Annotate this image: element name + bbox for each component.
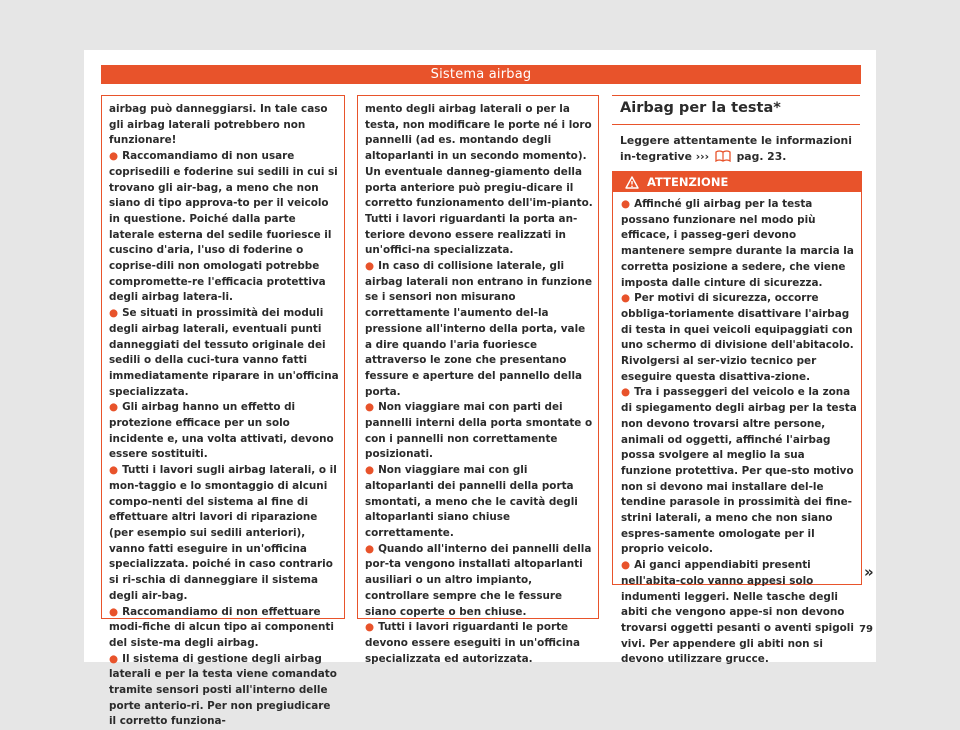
bullet-dot-icon: ●	[109, 401, 119, 414]
list-item: ● Ai ganci appendiabiti presenti nell'abita-colo vanno appesi solo indumenti leggeri. Nelle tasche degli abiti che vengono appe-si non devono trovarsi oggetti pesanti o aventi spigoli vivi. Per appendere gli abiti non si devono utilizzare grucce.	[621, 559, 854, 666]
list-item: ● Se situati in prossimità dei moduli degli airbag laterali, eventuali punti danneggiati del tessuto originale dei sedili o della cuci-tura vanno fatti immediatamente riparare in un'officina specializzata.	[109, 307, 339, 398]
list-item: ● Tra i passeggeri del veicolo e la zona di spiegamento degli airbag per la testa non devono trovarsi altre persone, animali od oggetti, affinché l'airbag possa svolgere al meglio la sua funzione protettiva. Per que-sto motivo non si devono mai installare del-le tendine parasole in prossimità dei fine-strini laterali, a meno che non siano espres-samente omologate per il proprio veicolo.	[621, 386, 857, 556]
page-reference-link[interactable]: pag. 23.	[736, 150, 787, 163]
bullet-dot-icon: ●	[109, 150, 119, 163]
warning-body	[613, 192, 861, 668]
section-intro: Leggere attentamente le informazioni in-tegrative ››› pag. 23.	[620, 133, 858, 167]
bullet-dot-icon: ●	[365, 542, 375, 555]
bullet-dot-icon: ●	[365, 401, 375, 414]
bullet-dot-icon: ●	[109, 307, 119, 320]
bullet-dot-icon: ●	[365, 621, 375, 634]
reference-arrow: ›››	[695, 150, 710, 163]
bullet-dot-icon: ●	[109, 464, 119, 477]
text-column-3	[612, 95, 862, 666]
book-reference-icon[interactable]	[715, 150, 731, 167]
text-column-2	[357, 95, 599, 665]
list-item: ● In caso di collisione laterale, gli airbag laterali non entrano in funzione se i sensori non misurano correttamente l'aumento del-la pressione all'interno della porta, vale a dire quando l'aria fuoriesce attraverso le zone che presentano fessure e aperture del pannello della porta.	[365, 260, 593, 398]
bullet-dot-icon: ●	[621, 386, 631, 399]
continue-arrow-icon: »	[864, 563, 874, 581]
list-item: ● Tutti i lavori riguardanti le porte devono essere eseguiti in un'officina specializzata ed autorizzata.	[365, 621, 581, 665]
bullet-dot-icon: ●	[109, 652, 119, 665]
bullet-dot-icon: ●	[621, 292, 631, 305]
warning-triangle-icon	[625, 176, 639, 189]
section-title: Airbag per la testa*	[620, 100, 781, 116]
section-heading-box	[612, 95, 860, 125]
list-item: ● Gli airbag hanno un effetto di protezione efficace per un solo incidente e, una volta attivati, devono essere sostituiti.	[109, 401, 334, 461]
chapter-header: Sistema airbag	[101, 65, 861, 84]
bullet-dot-icon: ●	[621, 198, 631, 210]
list-item: ● Non viaggiare mai con parti dei pannelli interni della porta smontate o con i pannelli non correttamente posizionati.	[365, 401, 593, 461]
warning-title: ATTENZIONE	[647, 175, 729, 189]
bullet-dot-icon: ●	[621, 559, 631, 572]
bullet-dot-icon: ●	[365, 464, 375, 477]
list-item: ● Per motivi di sicurezza, occorre obbliga-toriamente disattivare l'airbag di testa in quei veicoli equipaggiati con uno schermo di divisione dell'abitacolo. Rivolgersi al ser-vizio tecnico per eseguire questa disattiva-zione.	[621, 292, 854, 383]
list-item: ● Non viaggiare mai con gli altoparlanti dei pannelli della porta smontati, a meno che le cavità degli altoparlanti siano chiuse correttamente.	[365, 464, 578, 539]
text-column-1	[101, 95, 345, 728]
warning-box	[612, 171, 862, 666]
warning-header	[613, 172, 861, 192]
list-item: ● Raccomandiamo di non usare coprisedili e foderine sui sedili in cui si trovano gli air-bag, a meno che non siano di tipo approva-to per il veicolo in questione. Poiché dalla parte laterale esterna del sedile fuoriesce il cuscino d'aria, l'uso di foderine o coprise-dili non omologati potrebbe compromette-re l'efficacia protettiva degli airbag latera-li.	[109, 150, 338, 304]
list-item: ● Affinché gli airbag per la testa possano funzionare nel modo più efficace, i passeg-geri devono mantenere sempre durante la marcia la corretta posizione a sedere, che viene imposta dalle cinture di sicurezza.	[621, 198, 854, 289]
list-item: ● Raccomandiamo di non effettuare modi-fiche di alcun tipo ai componenti del siste-ma degli airbag.	[109, 605, 334, 649]
list-item: ● Quando all'interno dei pannelli della por-ta vengono installati altoparlanti ausiliari o un altro impianto, controllare sempre che le fessure siano coperte o ben chiuse.	[365, 542, 592, 618]
bullet-dot-icon: ●	[109, 605, 119, 618]
page-number: 79	[859, 624, 873, 635]
paragraph: mento degli airbag laterali o per la testa, non modificare le porte né i loro pannelli (ad es. montando degli altoparlanti in un secondo momento). Un eventuale danneg-giamento della porta anteriore può pregiu-dicare il corretto funzionamento dell'im-pianto. Tutti i lavori riguardanti la porta an-teriore devono essere realizzati in un'offici-na specializzata.	[365, 103, 593, 257]
paragraph: airbag può danneggiarsi. In tale caso gli airbag laterali potrebbero non funzionare!	[109, 103, 328, 147]
list-item: ● Il sistema di gestione degli airbag laterali e per la testa viene comandato tramite sensori posti all'interno delle porte anterio-ri. Per non pregiudicare il corretto funziona-	[109, 652, 337, 728]
list-item: ● Tutti i lavori sugli airbag laterali, o il mon-taggio e lo smontaggio di alcuni compo-nenti del sistema al fine di effettuare altri lavori di riparazione (per esempio sui sedili anteriori), vanno fatti eseguire in un'officina specializzata. poiché in caso contrario si ri-schia di danneggiare il sistema degli air-bag.	[109, 464, 337, 602]
bullet-dot-icon: ●	[365, 260, 375, 273]
